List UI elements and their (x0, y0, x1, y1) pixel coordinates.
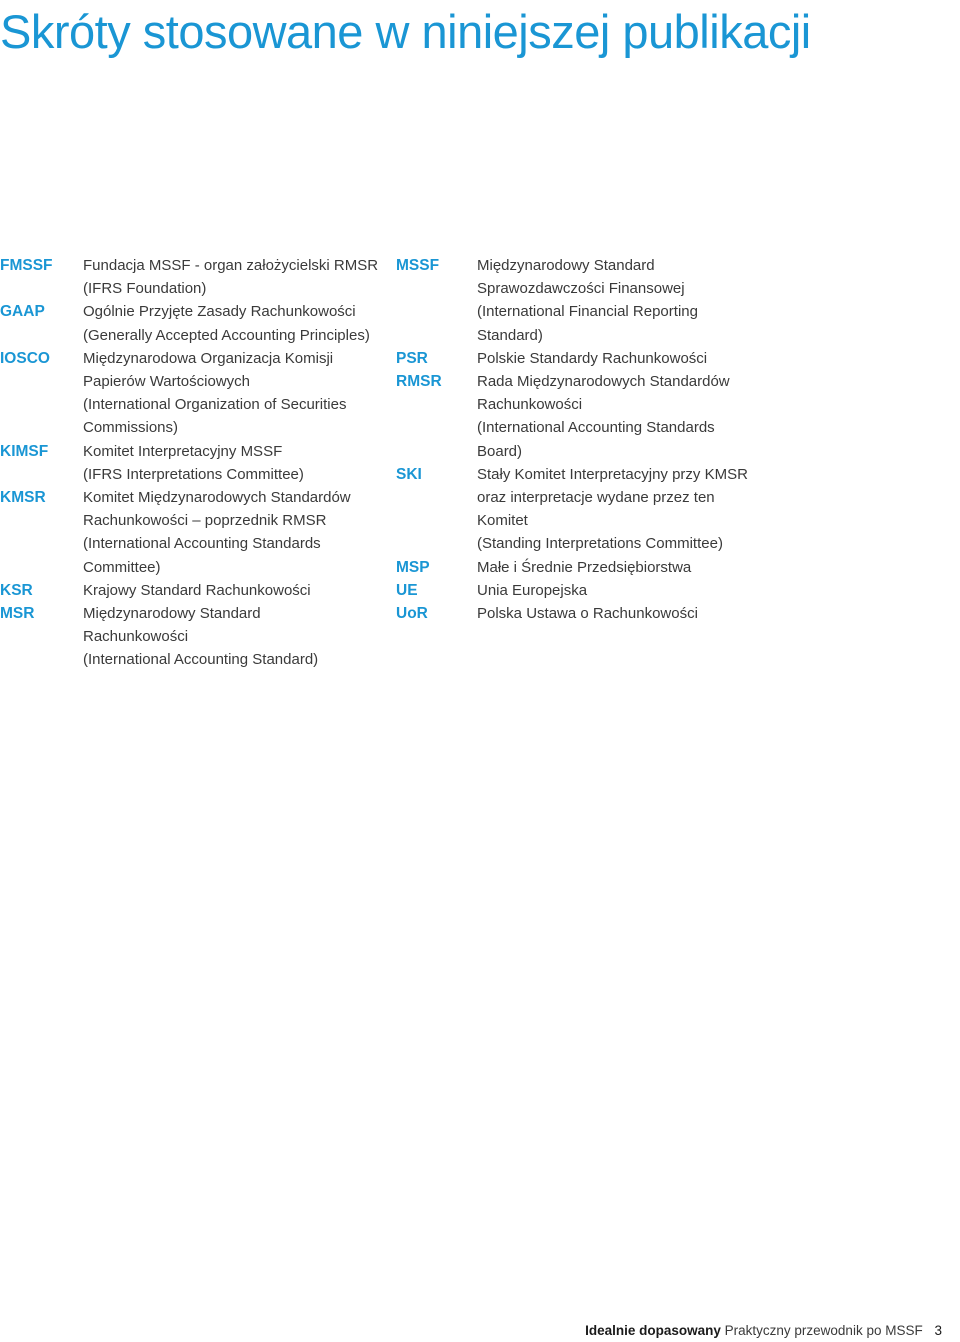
abbreviation-code: UE (396, 581, 418, 599)
abbreviation-code: KSR (0, 581, 33, 599)
abbreviation-entry (0, 440, 380, 486)
abbreviation-code: GAAP (0, 303, 45, 321)
abbreviation-entry (396, 579, 956, 602)
abbreviation-code: UoR (396, 605, 428, 623)
abbreviation-description: Unia Europejska (477, 581, 588, 599)
abbreviation-list-right (396, 254, 956, 625)
abbreviation-description: Rada Międzynarodowych Standardów Rachunkowości (International Accounting Standards Board) (477, 373, 730, 460)
abbreviation-description: Komitet Interpretacyjny MSSF (IFRS Interpretations Committee) (83, 442, 304, 483)
page-footer (585, 1322, 942, 1340)
abbreviation-code: PSR (396, 349, 428, 367)
abbreviation-entry (0, 254, 380, 300)
abbreviation-entry (396, 370, 956, 463)
abbreviation-code: IOSCO (0, 349, 50, 367)
abbreviation-code: FMSSF (0, 257, 53, 274)
abbreviation-entry (0, 579, 380, 602)
abbreviation-code: MSSF (396, 257, 440, 274)
footer-publication-title: Idealnie dopasowany (585, 1323, 721, 1338)
footer-subtitle: Praktyczny przewodnik po MSSF (724, 1323, 923, 1338)
abbreviation-list-left (0, 254, 380, 672)
abbreviation-description: Międzynarodowy Standard Rachunkowości (International Accounting Standard) (83, 605, 319, 669)
abbreviation-entry (396, 556, 956, 579)
abbreviation-code: SKI (396, 465, 422, 483)
abbreviation-description: Fundacja MSSF - organ założycielski RMSR (IFRS Foundation) (83, 257, 379, 298)
abbreviation-description: Międzynarodowy Standard Sprawozdawczości Finansowej (International Financial Reporting Standard) (477, 257, 698, 344)
abbreviation-entry (0, 602, 380, 672)
abbreviation-description: Krajowy Standard Rachunkowości (83, 581, 311, 599)
abbreviation-description: Stały Komitet Interpretacyjny przy KMSR oraz interpretacje wydane przez ten Komitet (Standing Interpretations Committee) (477, 465, 748, 553)
abbreviation-entry (396, 602, 956, 625)
abbreviation-code: KMSR (0, 489, 46, 507)
abbreviation-entry (0, 486, 380, 579)
abbreviation-entry (396, 347, 956, 370)
abbreviation-description: Ogólnie Przyjęte Zasady Rachunkowości (Generally Accepted Accounting Principles) (83, 303, 370, 344)
page-title: Skróty stosowane w niniejszej publikacji (0, 5, 811, 58)
abbreviation-entry (396, 254, 956, 347)
abbreviation-code: KIMSF (0, 442, 49, 460)
abbreviation-code: RMSR (396, 373, 442, 391)
abbreviation-code: MSR (0, 605, 35, 623)
abbreviation-code: MSP (396, 558, 430, 576)
abbreviation-entry (396, 463, 956, 556)
abbreviation-description: Komitet Międzynarodowych Standardów Rachunkowości – poprzednik RMSR (International Accounting Standards Committee) (83, 489, 351, 576)
abbreviation-entry (0, 300, 380, 346)
abbreviation-entry (0, 347, 380, 440)
abbreviation-description: Międzynarodowa Organizacja Komisji Papierów Wartościowych (International Organization of Securities Commissions) (83, 349, 347, 437)
abbreviation-description: Małe i Średnie Przedsiębiorstwa (477, 558, 692, 576)
abbreviation-description: Polskie Standardy Rachunkowości (477, 349, 708, 367)
abbreviation-description: Polska Ustawa o Rachunkowości (477, 605, 698, 623)
page-number: 3 (934, 1323, 942, 1338)
